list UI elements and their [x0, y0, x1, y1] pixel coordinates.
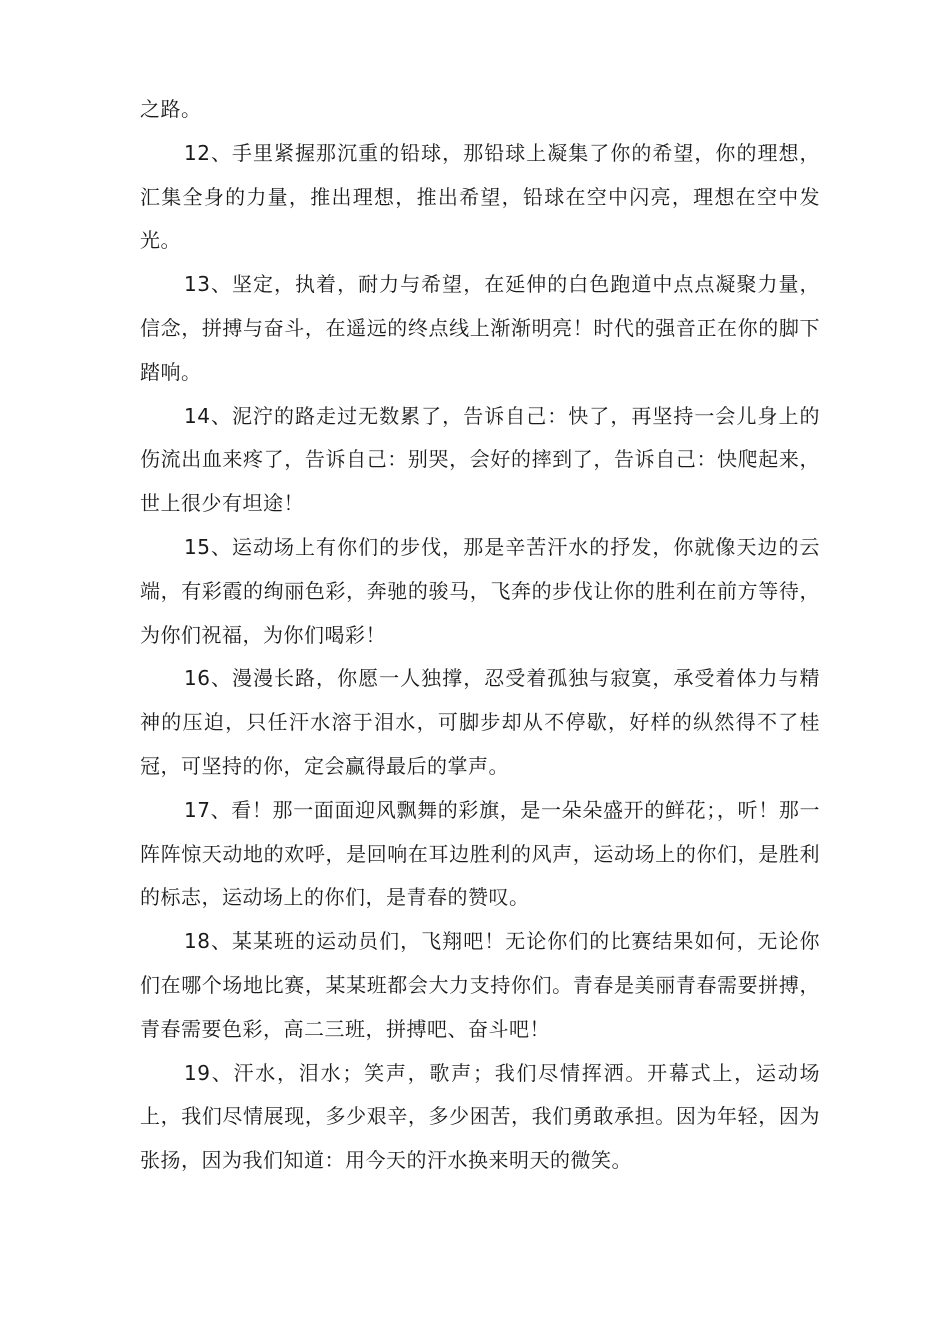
paragraph-14: 14、泥泞的路走过无数累了，告诉自己：快了，再坚持一会儿身上的伤流出血来疼了，告诉自己：别哭，会好的摔到了，告诉自己：快爬起来，世上很少有坦途！	[140, 403, 820, 516]
paragraph-15: 15、运动场上有你们的步伐，那是辛苦汗水的抒发，你就像天边的云端，有彩霞的绚丽色彩，奔驰的骏马，飞奔的步伐让你的胜利在前方等待，为你们祝福，为你们喝彩！	[140, 534, 820, 647]
paragraph-18: 18、某某班的运动员们，飞翔吧！无论你们的比赛结果如何，无论你们在哪个场地比赛，某某班都会大力支持你们。青春是美丽青春需要拼搏，青春需要色彩，高二三班，拼搏吧、奋斗吧！	[140, 929, 820, 1041]
paragraph-16: 16、漫漫长路，你愿一人独撑，忍受着孤独与寂寞，承受着体力与精神的压迫，只任汗水溶于泪水，可脚步却从不停歇，好样的纵然得不了桂冠，可坚持的你，定会赢得最后的掌声。	[140, 666, 820, 778]
document-body	[140, 88, 820, 1183]
paragraph-continuation: 之路。	[140, 97, 202, 121]
paragraph-17: 17、看！那一面面迎风飘舞的彩旗，是一朵朵盛开的鲜花；，听！那一阵阵惊天动地的欢呼，是回响在耳边胜利的风声，运动场上的你们，是胜利的标志，运动场上的你们，是青春的赞叹。	[140, 797, 820, 910]
paragraph-12: 12、手里紧握那沉重的铅球，那铅球上凝集了你的希望，你的理想，汇集全身的力量，推出理想，推出希望，铅球在空中闪亮，理想在空中发光。	[140, 140, 820, 253]
paragraph-19: 19、汗水，泪水；笑声，歌声；我们尽情挥洒。开幕式上，运动场上，我们尽情展现，多少艰辛，多少困苦，我们勇敢承担。因为年轻，因为张扬，因为我们知道：用今天的汗水换来明天的微笑。	[140, 1060, 820, 1173]
paragraph-13: 13、坚定，执着，耐力与希望，在延伸的白色跑道中点点凝聚力量，信念，拼搏与奋斗，在遥远的终点线上渐渐明亮！时代的强音正在你的脚下踏响。	[140, 272, 820, 384]
